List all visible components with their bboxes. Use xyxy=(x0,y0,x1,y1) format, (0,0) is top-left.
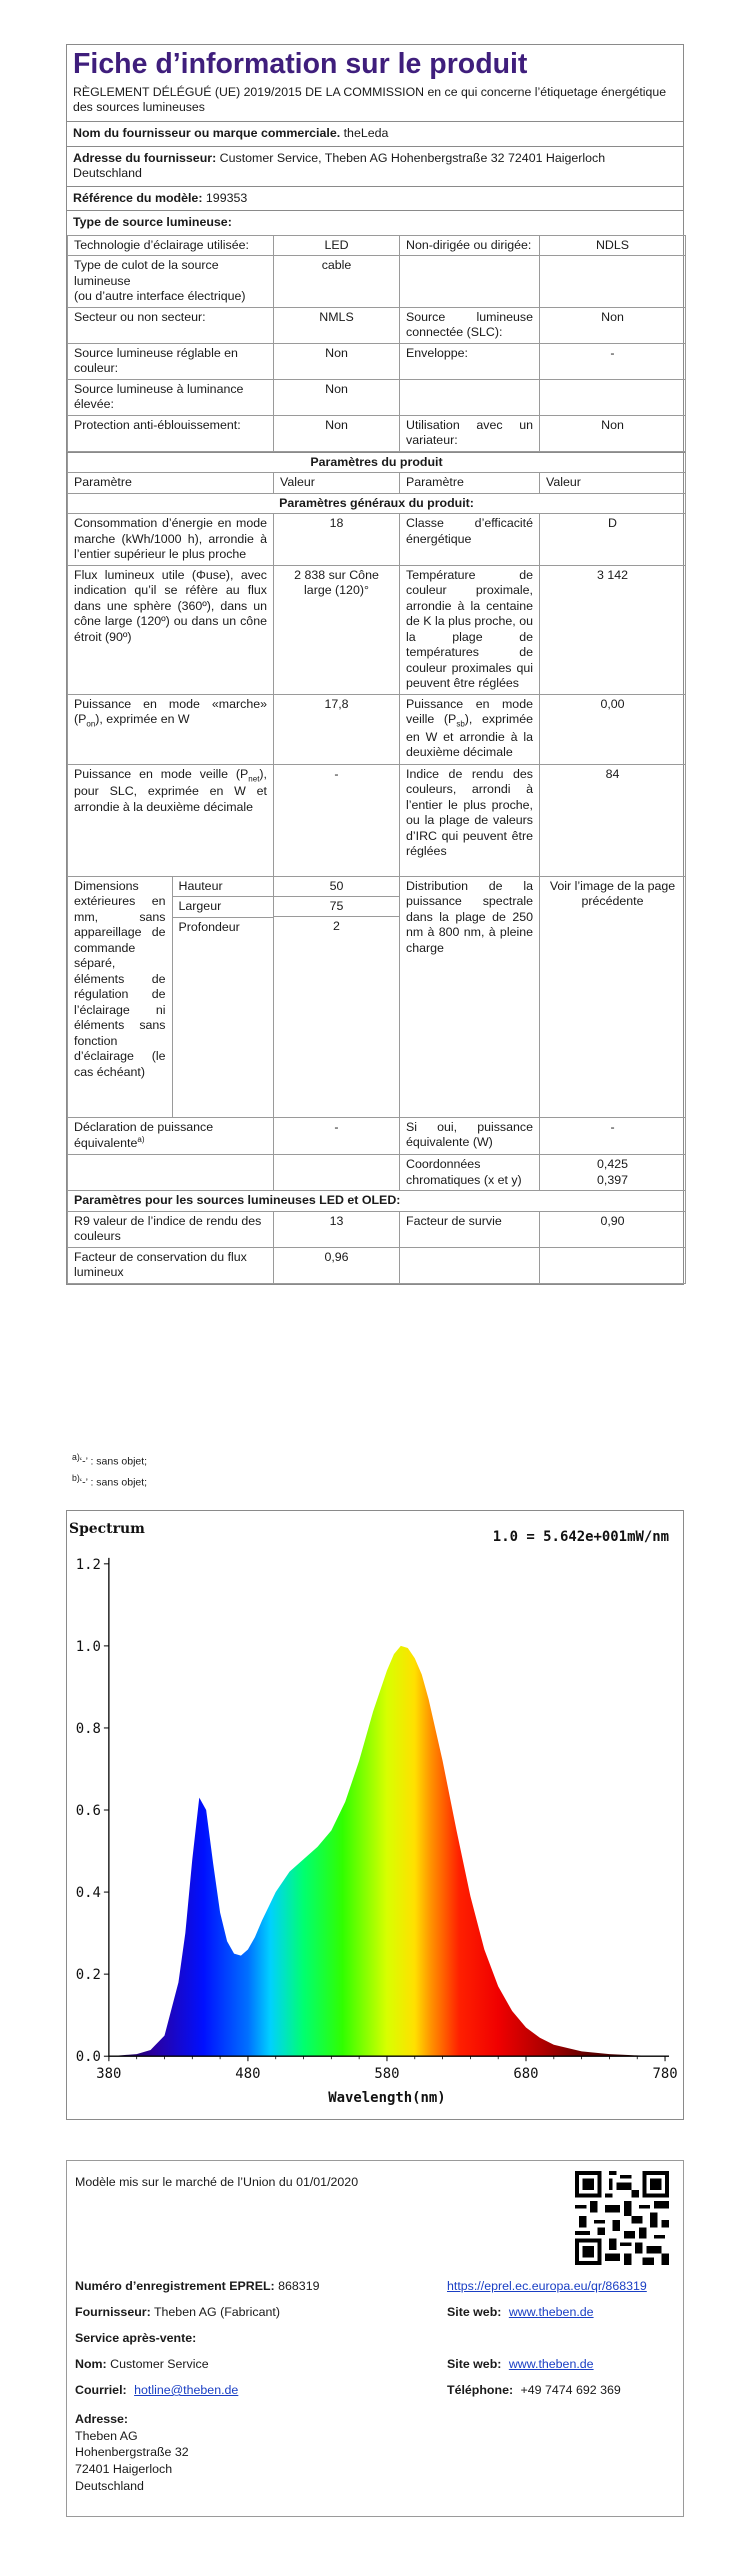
x-tick-label: 780 xyxy=(652,2066,678,2083)
website-link[interactable]: www.theben.de xyxy=(508,2305,594,2319)
dimensions-subtable xyxy=(68,877,274,1117)
eprel-value: 868319 xyxy=(278,2279,320,2293)
y-tick-label: 0.2 xyxy=(75,1967,101,1984)
cell-value xyxy=(540,1155,686,1191)
supplier-name-row xyxy=(67,121,683,146)
cell-value: Non xyxy=(540,307,686,343)
cell-param: Secteur ou non secteur: xyxy=(68,307,274,343)
x-tick-label: 380 xyxy=(96,2066,122,2083)
name-label: Nom: xyxy=(75,2357,107,2371)
y-tick-label: 1.0 xyxy=(75,1638,101,1655)
cell-empty xyxy=(540,1247,686,1283)
table-row xyxy=(68,565,686,694)
address-line: Deutschland xyxy=(75,2478,144,2493)
cell-value: LED xyxy=(274,235,400,256)
spectrum-area xyxy=(109,1646,665,2056)
cell-param: Facteur de survie xyxy=(400,1211,540,1247)
table-row xyxy=(68,764,686,876)
cell-param-text: Déclaration de puissance équivalente xyxy=(74,1119,214,1151)
cell-param: Si oui, puissance équivalente (W) xyxy=(400,1117,540,1154)
cell-param: Classe d’efficacité énergétique xyxy=(400,514,540,566)
table-row xyxy=(68,379,686,415)
cell-param-text: Puissance en mode «marche» (P xyxy=(74,696,267,727)
regulation-text: RÈGLEMENT DÉLÉGUÉ (UE) 2019/2015 DE LA COMMISSION en ce qui concerne l’étiquetage énergétique des sources lumineuses xyxy=(73,84,667,115)
footnote-text: ‘-’ : sans objet; xyxy=(79,1476,148,1489)
product-info-sheet xyxy=(66,44,684,1285)
cell-param: Indice de rendu des couleurs, arrondi à l’entier le plus proche, ou la plage de valeurs d’IRC qui peuvent être réglées xyxy=(400,764,540,876)
source-type-row xyxy=(67,210,683,235)
address-line: Hohenbergstraße 32 xyxy=(75,2445,189,2460)
footnote-ref: a) xyxy=(137,1135,145,1145)
cell-value xyxy=(540,256,686,308)
table-row xyxy=(68,343,686,379)
cell-param: Température de couleur proximale, arrondie à la centaine de K la plus proche, ou la plage de températures de couleur proximales qui peuvent être réglées xyxy=(400,565,540,694)
cell-value: D xyxy=(540,514,686,566)
footnote xyxy=(72,1450,147,1471)
chart-title: Spectrum xyxy=(69,1520,145,1537)
cell-value xyxy=(540,379,686,415)
supplier-name-value: theLeda xyxy=(343,126,389,141)
cell-param: R9 valeur de l’indice de rendu des couleurs xyxy=(68,1211,274,1247)
source-type-table xyxy=(67,235,686,452)
table-row xyxy=(68,415,686,451)
cell-param xyxy=(68,694,274,764)
col-header-value2: Valeur xyxy=(540,473,686,494)
cell-value: 3 142 xyxy=(540,565,686,694)
cell-param-sub: sb xyxy=(456,719,465,729)
cell-param: Source lumineuse à luminance élevée: xyxy=(68,379,274,415)
phone-row xyxy=(447,2383,621,2399)
column-headers xyxy=(68,473,686,494)
y-tick-label: 0.8 xyxy=(75,1720,101,1737)
table-row xyxy=(68,514,686,566)
x-tick-label: 480 xyxy=(235,2066,261,2083)
footnote-marker: a) xyxy=(72,1452,80,1462)
cell-param-text: ), exprimée en W et arrondie à la deuxième décimale xyxy=(406,712,533,760)
chart-scale-note: 1.0 = 5.642e+001mW/nm xyxy=(492,1528,670,1545)
led-header: Paramètres pour les sources lumineuses LED et OLED: xyxy=(68,1191,686,1212)
supplier-value: Theben AG (Fabricant) xyxy=(153,2305,280,2319)
cell-value: 18 xyxy=(274,514,400,566)
table-section-header xyxy=(68,1191,686,1212)
cell-param: Source lumineuse réglable en couleur: xyxy=(68,343,274,379)
dim-depth-label: Profondeur xyxy=(178,919,240,934)
cell-param-text: ), pour SLC, exprimée en W et arrondie à la deuxième décimale xyxy=(74,766,267,814)
cell-param: Technologie d’éclairage utilisée: xyxy=(68,235,274,256)
table-section-header xyxy=(68,452,686,473)
footnote-marker: b) xyxy=(72,1473,80,1484)
phone-label: Téléphone: xyxy=(447,2383,514,2397)
cell-value: 0,00 xyxy=(540,694,686,764)
x-tick-label: 580 xyxy=(374,2066,400,2083)
name-value: Customer Service xyxy=(110,2357,209,2371)
cell-empty xyxy=(400,1247,540,1283)
cell-param: Utilisation avec un variateur: xyxy=(400,415,540,451)
cell-param: Source lumineuse connectée (SLC): xyxy=(400,307,540,343)
mail-link[interactable]: hotline@theben.de xyxy=(134,2383,239,2397)
eprel-link[interactable]: https://eprel.ec.europa.eu/qr/868319 xyxy=(447,2279,647,2293)
cell-empty xyxy=(274,1155,400,1191)
cell-value: - xyxy=(540,1117,686,1154)
website2-label: Site web: xyxy=(447,2357,502,2371)
cell-param: Non-dirigée ou dirigée: xyxy=(400,235,540,256)
mail-row xyxy=(75,2383,238,2399)
product-params-table xyxy=(67,452,686,1284)
eprel-label: Numéro d’enregistrement EPREL: xyxy=(75,2279,275,2293)
footnotes xyxy=(72,1450,147,1493)
col-header-value: Valeur xyxy=(274,473,400,494)
cell-dimension-values xyxy=(274,876,400,1117)
cell-param: Facteur de conservation du flux lumineux xyxy=(68,1247,274,1283)
website-row xyxy=(447,2305,594,2321)
supplier-address-value: Customer Service, Theben AG Hohenbergstraße 32 72401 Haigerloch Deutschland xyxy=(73,150,606,181)
cell-value: 17,8 xyxy=(274,694,400,764)
table-row xyxy=(68,694,686,764)
website-label: Site web: xyxy=(447,2305,502,2319)
cell-param-text: Puissance en mode veille (P xyxy=(406,696,533,727)
table-row xyxy=(68,1211,686,1247)
cell-value: 13 xyxy=(274,1211,400,1247)
cell-param-text: ), exprimée en W xyxy=(95,712,190,727)
cell-param: Consommation d’énergie en mode marche (kWh/1000 h), arrondie à l’entier supérieur le plus proche xyxy=(68,514,274,566)
qr-code-icon[interactable] xyxy=(575,2171,669,2265)
page-title: Fiche d’information sur le produit xyxy=(73,48,528,80)
cell-value: Voir l’image de la page précédente xyxy=(540,876,686,1117)
model-ref-row xyxy=(67,186,683,211)
cell-value: Non xyxy=(540,415,686,451)
footnote xyxy=(72,1471,147,1492)
cell-param xyxy=(68,256,274,308)
cell-param xyxy=(400,694,540,764)
address-block xyxy=(75,2411,189,2495)
cell-dimensions xyxy=(68,876,274,1117)
params-header: Paramètres du produit xyxy=(68,452,686,473)
cell-value: - xyxy=(274,1117,400,1154)
table-row xyxy=(68,256,686,308)
table-row xyxy=(68,235,686,256)
cell-value: 0,96 xyxy=(274,1247,400,1283)
phone-value: +49 7474 692 369 xyxy=(520,2383,621,2397)
cell-value: Non xyxy=(274,415,400,451)
cell-param: Dimensions extérieures en mm, sans appareillage de commande séparé, éléments de régulation de l’éclairage ni éléments sans fonction d’éclairage (le cas échéant) xyxy=(68,877,172,1117)
table-row xyxy=(68,1117,686,1154)
eprel-row xyxy=(75,2279,319,2295)
spectrum-svg xyxy=(67,1511,683,2119)
y-tick-label: 0.0 xyxy=(75,2049,101,2066)
dim-height-label: Hauteur xyxy=(172,877,274,897)
cell-param-sub: net xyxy=(248,774,260,784)
cell-param-sub: on xyxy=(86,719,96,729)
supplier-address-row xyxy=(67,146,683,186)
dim-depth-value: 2 xyxy=(333,918,340,933)
address-line: Theben AG xyxy=(75,2428,138,2443)
address-label: Adresse: xyxy=(75,2412,129,2426)
cell-value: Non xyxy=(274,343,400,379)
dim-width-value: 75 xyxy=(274,897,399,917)
cell-param xyxy=(68,764,274,876)
supplier-row xyxy=(75,2305,280,2321)
cell-param-text: Puissance en mode veille (P xyxy=(74,766,249,781)
footnote-text: ‘-’ : sans objet; xyxy=(79,1455,148,1468)
supplier-name-label: Nom du fournisseur ou marque commerciale. xyxy=(73,126,341,141)
cell-param: Distribution de la puissance spectrale dans la plage de 250 nm à 800 nm, à pleine charge xyxy=(400,876,540,1117)
spectrum-chart xyxy=(66,1510,684,2120)
source-type-label: Type de source lumineuse: xyxy=(73,215,232,230)
market-date: Modèle mis sur le marché de l’Union du 01/01/2020 xyxy=(75,2175,359,2189)
mail-label: Courriel: xyxy=(75,2383,127,2397)
cell-param: Enveloppe: xyxy=(400,343,540,379)
x-axis-label: Wavelength(nm) xyxy=(328,2090,446,2107)
table-row xyxy=(68,876,686,1117)
cell-param: Flux lumineux utile (Φuse), avec indication qu’il se réfère au flux dans une sphère (360º), dans un cône large (120º) ou dans un cône étroit (90º) xyxy=(68,565,274,694)
y-tick-label: 0.4 xyxy=(75,1885,101,1902)
cell-param-line: Type de culot de la source lumineuse xyxy=(74,258,219,288)
chroma-y: 0,397 xyxy=(597,1172,629,1187)
cell-value: - xyxy=(274,764,400,876)
general-header: Paramètres généraux du produit: xyxy=(68,493,686,514)
address-line: 72401 Haigerloch xyxy=(75,2462,173,2477)
cell-value: Non xyxy=(274,379,400,415)
cell-value: NMLS xyxy=(274,307,400,343)
chroma-x: 0,425 xyxy=(597,1157,629,1172)
cell-value: cable xyxy=(274,256,400,308)
dim-height-value: 50 xyxy=(274,877,399,897)
y-tick-label: 1.2 xyxy=(75,1556,101,1573)
x-tick-label: 680 xyxy=(513,2066,539,2083)
table-row xyxy=(68,307,686,343)
website2-row xyxy=(447,2357,594,2373)
cell-value: NDLS xyxy=(540,235,686,256)
table-row xyxy=(68,1247,686,1283)
model-ref-label: Référence du modèle: xyxy=(73,190,203,205)
cell-param: Coordonnées chromatiques (x et y) xyxy=(400,1155,540,1191)
col-header-param2: Paramètre xyxy=(400,473,540,494)
service-label: Service après-vente: xyxy=(75,2331,197,2345)
cell-param xyxy=(400,379,540,415)
cell-value: 84 xyxy=(540,764,686,876)
cell-param xyxy=(68,1117,274,1154)
cell-param-line: (ou d’autre interface électrique) xyxy=(74,289,246,304)
cell-value: - xyxy=(540,343,686,379)
cell-empty xyxy=(68,1155,274,1191)
name-row xyxy=(75,2357,209,2373)
cell-value: 0,90 xyxy=(540,1211,686,1247)
table-row xyxy=(68,1155,686,1191)
dim-width-label: Largeur xyxy=(172,897,274,918)
website2-link[interactable]: www.theben.de xyxy=(508,2357,594,2371)
supplier-label: Fournisseur: xyxy=(75,2305,151,2319)
cell-param: Protection anti-éblouissement: xyxy=(68,415,274,451)
cell-param xyxy=(400,256,540,308)
y-tick-label: 0.6 xyxy=(75,1803,101,1819)
model-ref-value: 199353 xyxy=(205,190,248,205)
col-header-param: Paramètre xyxy=(68,473,274,494)
cell-value: 2 838 sur Cône large (120)° xyxy=(274,565,400,694)
table-section-header xyxy=(68,493,686,514)
service-label-row xyxy=(75,2331,196,2347)
eprel-footer xyxy=(66,2160,684,2517)
supplier-address-label: Adresse du fournisseur: xyxy=(73,150,217,165)
